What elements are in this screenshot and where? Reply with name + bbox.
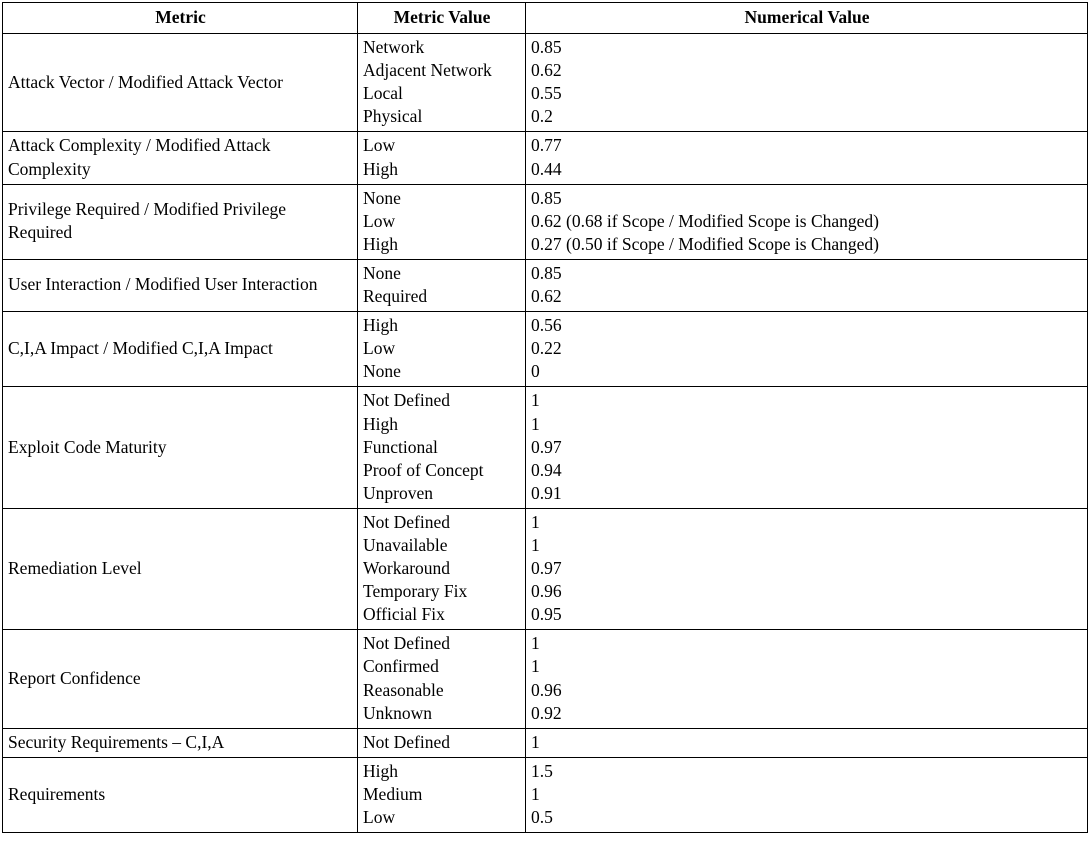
numerical-value-cell	[526, 34, 1088, 132]
table-row	[3, 34, 1088, 132]
metric-name-cell: C,I,A Impact / Modified C,I,A Impact	[3, 312, 358, 387]
numerical-value-item: 0.22	[531, 338, 562, 359]
numerical-value-item: 0.85	[531, 187, 562, 208]
table-row	[3, 630, 1088, 728]
metric-value-item: Proof of Concept	[363, 459, 484, 480]
table-row	[3, 757, 1088, 832]
metric-name-cell: Attack Vector / Modified Attack Vector	[3, 34, 358, 132]
numerical-value-cell	[526, 630, 1088, 728]
metric-value-item: Temporary Fix	[363, 581, 468, 602]
numerical-value-item: 0.62	[531, 60, 562, 81]
metric-value-cell	[358, 259, 526, 311]
numerical-value-item: 0.85	[531, 37, 562, 58]
metric-value-item: Confirmed	[363, 656, 439, 677]
numerical-value-cell	[526, 259, 1088, 311]
table-row	[3, 312, 1088, 387]
table-row	[3, 387, 1088, 508]
column-header-metric-value: Metric Value	[358, 3, 526, 34]
cvss-metrics-table	[2, 2, 1088, 833]
metric-value-item: Unknown	[363, 702, 433, 723]
numerical-value-item: 1	[531, 633, 540, 654]
numerical-value-cell	[526, 728, 1088, 757]
numerical-value-item: 0.85	[531, 262, 562, 283]
metric-value-cell	[358, 630, 526, 728]
metric-value-item: Low	[363, 135, 396, 156]
numerical-value-item: 0.62	[531, 286, 562, 307]
metric-value-item: Required	[363, 286, 428, 307]
numerical-value-item: 0.77	[531, 135, 562, 156]
metric-value-item: Low	[363, 338, 396, 359]
numerical-value-item: 0.55	[531, 83, 562, 104]
metric-value-item: High	[363, 760, 398, 781]
numerical-value-cell	[526, 757, 1088, 832]
numerical-value-item: 1	[531, 783, 540, 804]
numerical-value-item: 0.62 (0.68 if Scope / Modified Scope is Changed)	[531, 210, 880, 231]
table-header-row	[3, 3, 1088, 34]
table-header	[3, 3, 1088, 34]
numerical-value-item: 0.44	[531, 158, 562, 179]
metric-value-item: Functional	[363, 436, 438, 457]
numerical-value-item: 0.96	[531, 679, 562, 700]
metric-value-item: Unavailable	[363, 534, 448, 555]
metric-value-item: Medium	[363, 783, 423, 804]
table-row	[3, 728, 1088, 757]
numerical-value-item: 1	[531, 413, 540, 434]
metric-value-item: Reasonable	[363, 679, 444, 700]
column-header-numerical-value: Numerical Value	[526, 3, 1088, 34]
metric-value-item: None	[363, 361, 401, 382]
metric-value-item: High	[363, 233, 398, 254]
metric-name-cell: Exploit Code Maturity	[3, 387, 358, 508]
metric-value-cell	[358, 184, 526, 259]
table-row	[3, 259, 1088, 311]
metric-value-cell	[358, 132, 526, 184]
numerical-value-cell	[526, 184, 1088, 259]
metric-value-cell	[358, 387, 526, 508]
numerical-value-item: 1	[531, 656, 540, 677]
numerical-value-item: 0.5	[531, 807, 553, 827]
metric-value-item: Unproven	[363, 482, 433, 503]
metric-name-cell: Requirements	[3, 757, 358, 832]
numerical-value-cell	[526, 508, 1088, 629]
metric-value-item: Network	[363, 37, 425, 58]
metric-value-item: Local	[363, 83, 403, 104]
metric-value-item: None	[363, 187, 401, 208]
metric-name-cell: Privilege Required / Modified Privilege Required	[3, 184, 358, 259]
metric-value-item: Low	[363, 210, 396, 231]
numerical-value-item: 0.92	[531, 702, 562, 723]
metric-value-item: High	[363, 315, 398, 336]
numerical-value-cell	[526, 312, 1088, 387]
column-header-metric: Metric	[3, 3, 358, 34]
metric-value-item: Workaround	[363, 558, 451, 579]
metric-value-item: Not Defined	[363, 731, 450, 752]
document-page	[0, 2, 1089, 833]
metric-value-cell	[358, 34, 526, 132]
numerical-value-cell	[526, 132, 1088, 184]
metric-value-item: High	[363, 413, 398, 434]
numerical-value-item: 0.95	[531, 604, 562, 625]
table-row	[3, 132, 1088, 184]
metric-value-item: Physical	[363, 106, 423, 127]
numerical-value-item: 0.56	[531, 315, 562, 336]
numerical-value-item: 0.27 (0.50 if Scope / Modified Scope is Changed)	[531, 233, 880, 254]
numerical-value-cell	[526, 387, 1088, 508]
numerical-value-item: 0.91	[531, 482, 562, 503]
metric-value-cell	[358, 312, 526, 387]
numerical-value-item: 0.97	[531, 558, 562, 579]
numerical-value-item: 0.96	[531, 581, 562, 602]
metric-value-item: Official Fix	[363, 604, 445, 625]
numerical-value-item: 0.94	[531, 459, 562, 480]
metric-value-item: None	[363, 262, 401, 283]
metric-name-cell: User Interaction / Modified User Interaction	[3, 259, 358, 311]
table-row	[3, 184, 1088, 259]
metric-name-cell: Security Requirements – C,I,A	[3, 728, 358, 757]
metric-value-item: Adjacent Network	[363, 60, 492, 81]
metric-value-item: Not Defined	[363, 390, 450, 411]
metric-value-item: Not Defined	[363, 633, 450, 654]
metric-value-item: Low	[363, 807, 396, 827]
metric-name-cell: Attack Complexity / Modified Attack Complexity	[3, 132, 358, 184]
table-body	[3, 34, 1088, 833]
metric-value-cell	[358, 728, 526, 757]
numerical-value-item: 1	[531, 731, 540, 752]
metric-value-cell	[358, 508, 526, 629]
metric-name-cell: Report Confidence	[3, 630, 358, 728]
numerical-value-item: 1.5	[531, 760, 553, 781]
numerical-value-item: 0.2	[531, 106, 553, 127]
metric-name-cell: Remediation Level	[3, 508, 358, 629]
table-row	[3, 508, 1088, 629]
numerical-value-item: 0.97	[531, 436, 562, 457]
metric-value-item: Not Defined	[363, 511, 450, 532]
metric-value-cell	[358, 757, 526, 832]
numerical-value-item: 1	[531, 511, 540, 532]
numerical-value-item: 0	[531, 361, 540, 382]
metric-value-item: High	[363, 158, 398, 179]
numerical-value-item: 1	[531, 534, 540, 555]
numerical-value-item: 1	[531, 390, 540, 411]
